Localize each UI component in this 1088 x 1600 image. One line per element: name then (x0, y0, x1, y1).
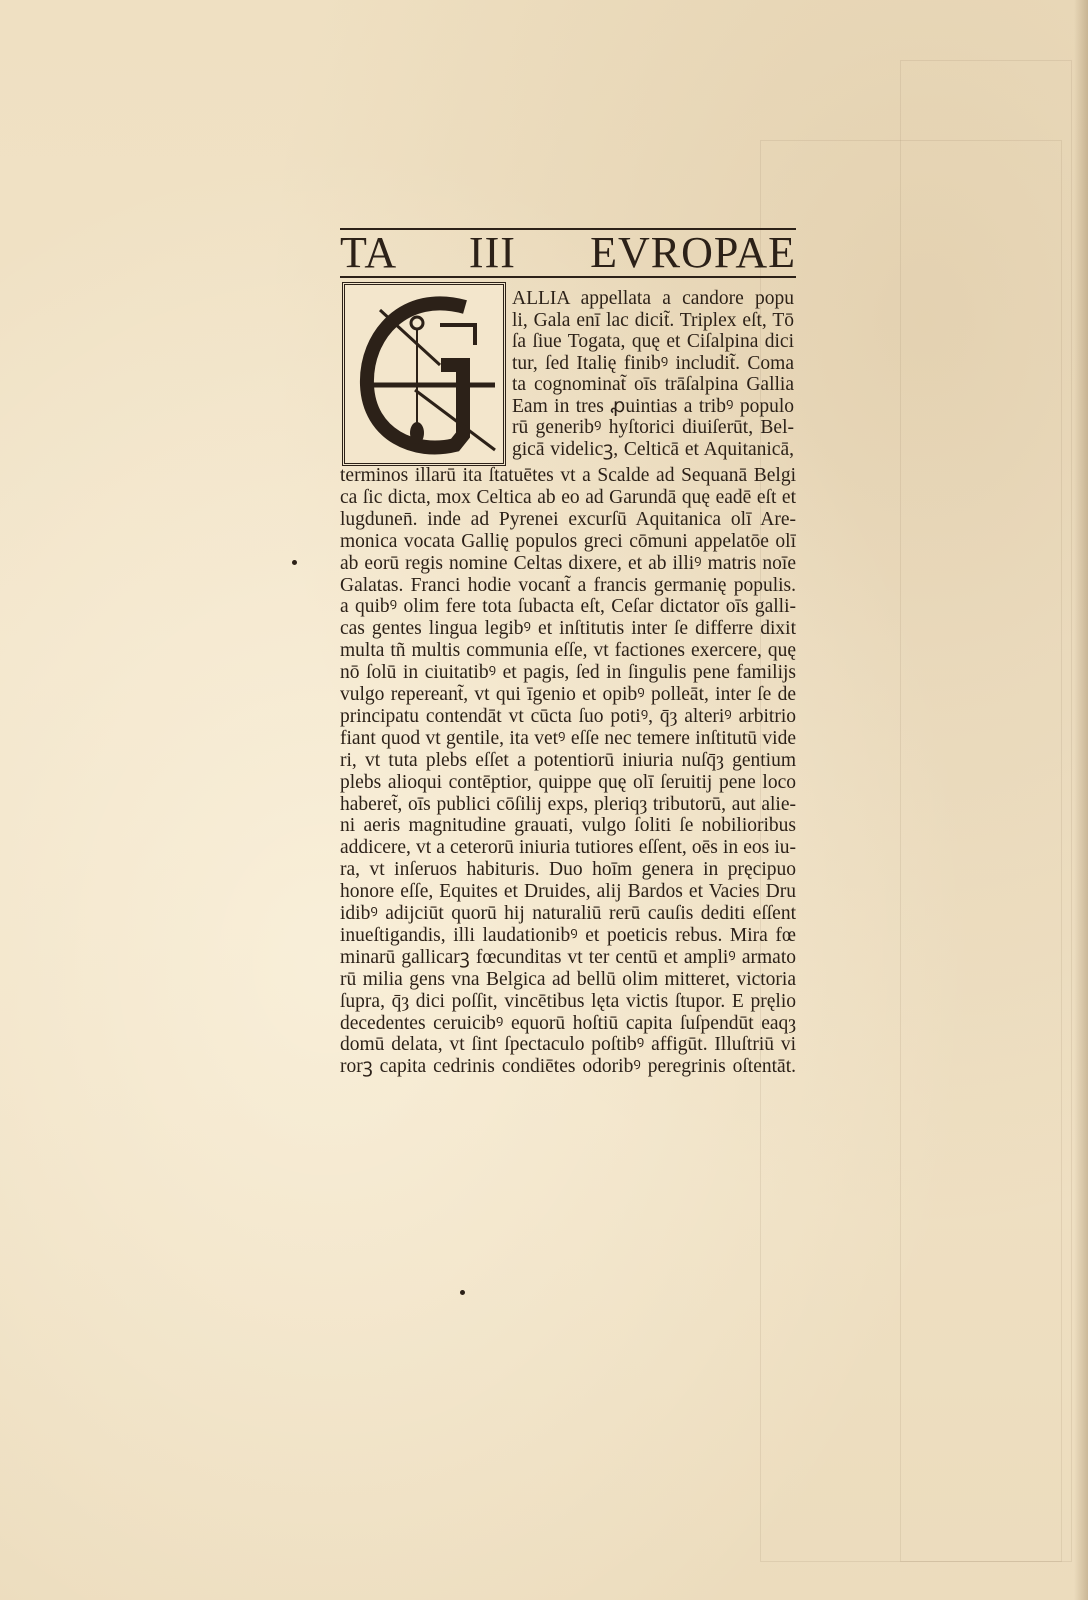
text-line: rū generibꝰ hyſtorici diuiſerūt, Bel- (512, 417, 794, 438)
text-line: idibꝰ adijciūt quorū hij naturaliū rerū cauſis dediti eſſent (340, 903, 796, 924)
text-line: addicere, vt a ceterorū iniuria tutiores eſſent, oēs in eos iu- (340, 837, 796, 859)
initial-g-ornament-icon (345, 285, 503, 463)
text-line: rū milia gens vna Belgica ad bellū olim mitteret, victoria (340, 968, 796, 990)
text-line: haberet̃, oīs publici cōſilij exps, pleriqȝ tributorū, aut alie- (340, 793, 796, 815)
text-line: inueſtigandis, illi laudationibꝰ et poeticis rebus. Mira fœ (340, 924, 796, 946)
text-line: ri, vt tuta plebs eſſet a potentiorū iniuria nuſq̄ȝ gentium (340, 749, 796, 771)
decorated-initial-letter (342, 282, 506, 466)
text-line: ſupra, q̄ȝ dici poſſit, vincētibus lęta victis ſtupor. E pręlio (340, 990, 796, 1012)
ink-spot (292, 560, 297, 565)
text-line: gicā videlicꝫ, Celticā et Aquitanicā, (512, 438, 794, 460)
text-line: minarū gallicarꝫ fœcunditas vt ter centū et ampliꝰ armato (340, 946, 796, 968)
text-line: li, Gala enī lac dicit̃. Triplex eſt, Tō (512, 309, 794, 331)
text-line: Eam in tres ꝓuintias a tribꝰ populo (512, 395, 794, 417)
text-line: tur, ſed Italię finibꝰ includit̃. Coma (512, 352, 794, 374)
page-header: TA III EVROPAE (340, 228, 796, 277)
text-line: vulgo repereant̃, vt qui īgenio et opibꝰ polleāt, inter ſe de (340, 684, 796, 705)
text-line: honore eſſe, Equites et Druides, alij Bardos et Vacies Dru (340, 881, 796, 903)
text-line: decedentes ceruicibꝰ equorū hoſtiū capita ſuſpendūt eaqȝ (340, 1012, 796, 1034)
text-line: lugdunen̄. inde ad Pyrenei excurſū Aquitanica olī Are- (340, 508, 796, 530)
text-line: nō ſolū in ciuitatibꝰ et pagis, ſed in ſingulis pene familijs (340, 662, 796, 684)
initial-letter-text: G (350, 299, 351, 300)
text-line: ca ſic dicta, mox Celtica ab eo ad Garundā quę eadē eſt et (340, 486, 796, 508)
text-line: ni aeris magnitudine grauati, vulgo ſoliti ſe nobilioribus (340, 815, 796, 837)
bleed-through-map-inner (900, 60, 1072, 1562)
text-line: principatu contendāt vt cūcta ſuo potiꝰ, q̄ȝ alteriꝰ arbitrio (340, 705, 796, 727)
text-line: plebs alioqui contēptior, quippe quę olī ſeruitij pene loco (340, 771, 796, 793)
text-line: fiant quod vt gentile, ita vetꝰ eſſe nec temere inſtitutū vide (340, 727, 796, 749)
text-line: rorꝫ capita cedrinis condiētes odoribꝰ peregrinis oſtentāt. (340, 1056, 796, 1078)
text-line: terminos illarū ita ſtatuētes vt a Scalde ad Sequanā Belgi (340, 465, 796, 486)
page-edge (1074, 0, 1088, 1600)
ink-spot (460, 1290, 465, 1295)
text-line: multa tñ multis communia eſſe, vt factiones exercere, quę (340, 640, 796, 662)
text-line: ſa ſiue Togata, quę et Ciſalpina dici (512, 331, 794, 352)
text-line: monica vocata Gallię populos greci cōmuni appelatōe olī (340, 530, 796, 552)
text-line: a quibꝰ olim fere tota ſubacta eſt, Ceſar dictator oīs galli- (340, 596, 796, 618)
text-line: ab eorū regis nomine Celtas dixere, et ab illiꝰ matris noīe (340, 552, 796, 574)
text-line: cas gentes lingua legibꝰ et inſtitutis inter ſe differre dixit (340, 618, 796, 640)
text-line: Galatas. Franci hodie vocant̃ a francis germanię populis. (340, 574, 796, 596)
text-line: ra, vt inſeruos habituris. Duo hoīm genera in pręcipuo (340, 859, 796, 881)
text-line: ta cognominat̃ oīs trāſalpina Gallia (512, 374, 794, 395)
text-line: domū delata, vt ſint ſpectaculo poſtibꝰ affigūt. Illuſtriū vi (340, 1034, 796, 1056)
text-line: ALLIA appellata a candore popu (512, 288, 794, 309)
